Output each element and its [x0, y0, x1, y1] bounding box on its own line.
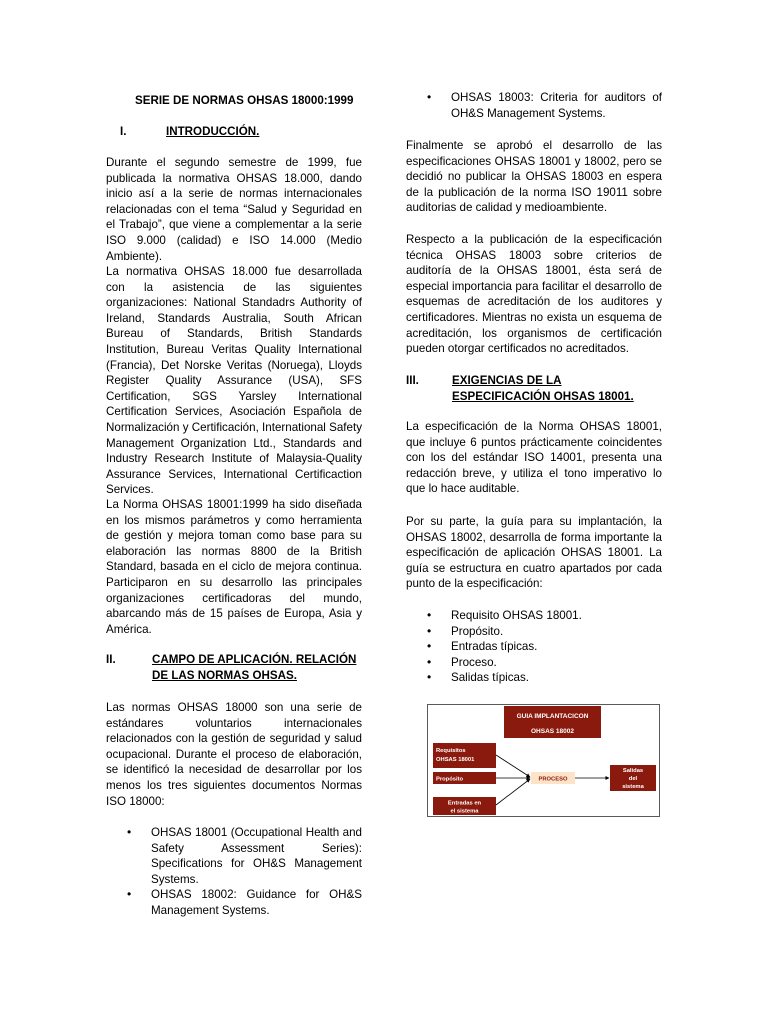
guide-sections-list [426, 608, 662, 686]
documents-list-continued [426, 90, 662, 121]
section-title: INTRODUCCIÓN. [166, 125, 260, 138]
document-title: SERIE DE NORMAS OHSAS 18000:1999 [135, 94, 354, 107]
diagram-canvas [428, 705, 659, 816]
list-item: • Salidas típicas. [426, 670, 662, 686]
list-item: • Entradas típicas. [426, 639, 662, 655]
input-requisitos-line2: OHSAS 18001 [436, 757, 475, 763]
section-heading-campo [106, 652, 362, 683]
list-item: • OHSAS 18001 (Occupational Health and Safety Assessment Series): Specifications for OH&S Management Systems. [126, 825, 362, 887]
paragraph-normas-ohsas: Las normas OHSAS 18000 son una serie de estándares voluntarios internacionales relacionados con la gestión de seguridad y salud ocupacional. Durante el proceso de elaboración, se identificó la necesidad de desarrollar por los menos los tres siguientes documentos Normas ISO 18000: [106, 701, 362, 808]
paragraph-guia: Por su parte, la guía para su implantación, la OHSAS 18002, desarrolla de forma importante la especificación de aplicación OHSAS 18001. La guía se estructura en cuatro apartados por cada punto de la especificación: [406, 515, 662, 591]
section-number: II. [106, 653, 116, 666]
paragraph-organizations: La normativa OHSAS 18.000 fue desarrollada con la asistencia de las siguientes organizaciones: National Standadrs Authority of Ireland, Standards Australia, South African Bureau of Standards, British Standards Institution, Bureau Veritas Quality International (Francia), Det Norske Veritas (Noruega), Lloyds Register Quality Assurance (USA), SFS Certification, SGS Yarsley International Certification Services, Asociación Española de Normalización y Certificación, International Safety Management Organization Ltd., Standards and Industry Research Institute of Malaysia-Quality Assurance Services, International Certificaction Services. [106, 265, 362, 497]
section-number: III. [406, 374, 419, 387]
process-label: PROCESO [538, 776, 568, 783]
input-proposito-label: Propósito [436, 776, 464, 783]
list-item: • Propósito. [426, 624, 662, 640]
input-requisitos-line1: Requisitos [436, 748, 466, 754]
paragraph-norma-18001: La Norma OHSAS 18001:1999 ha sido diseñada en los mismos parámetros y como herramienta de gestión y mejora toman como base para su elaboración las normas 8800 de la British Standard, basada en el ciclo de mejora continua. Participaron en su desarrollo las principales organizaciones certificadoras del mundo, abarcando más de 15 países de Europa, Asia y América. [106, 498, 362, 636]
documents-list [126, 825, 362, 919]
arrow-requisitos-to-proceso [496, 755, 530, 777]
input-entradas-line1: Entradas en [447, 800, 482, 807]
paragraph-especificacion: La especificación de la Norma OHSAS 18001, que incluye 6 puntos prácticamente coincidentes con los del estándar ISO 14001, presenta una redacción breve, y utiliza el tono imperativo lo que lo hace auditable. [406, 420, 662, 496]
guide-diagram [427, 704, 660, 817]
list-item: • OHSAS 18003: Criteria for auditors of OH&S Management Systems. [426, 90, 662, 121]
section-heading-introduccion [120, 124, 259, 140]
paragraph-respecto: Respecto a la publicación de la especificación técnica OHSAS 18003 sobre criterios de auditoría de la OHSAS 18001, ésta será de especial importancia para facilitar el desarrollo de esquemas de acreditación de los auditores y certificadores. Mientras no exista un esquema de acreditación, los organismos de certificación pueden otorgar certificados no acreditados. [406, 233, 662, 356]
input-entradas-line2: el sistema [450, 808, 479, 815]
output-line2: del [628, 776, 638, 782]
section-heading-exigencias [406, 373, 662, 404]
paragraph-finalmente: Finalmente se aprobó el desarrollo de las especificaciones OHSAS 18001 y 18002, pero se decidió no publicar la OHSAS 18003 en espera de la publicación de la norma ISO 19011 sobre auditorias de calidad y medioambiente. [406, 139, 662, 215]
arrow-entradas-to-proceso [496, 779, 530, 805]
section-title: CAMPO DE APLICACIÓN. RELACIÓN DE LAS NORMAS OHSAS. [152, 653, 357, 682]
input-box-requisitos [433, 743, 496, 768]
list-item: • OHSAS 18002: Guidance for OH&S Management Systems. [126, 887, 362, 918]
diagram-header-line2: OHSAS 18002 [531, 728, 574, 735]
output-line3: sistema [622, 784, 644, 790]
output-line1: Salidas [622, 768, 644, 774]
section-title: EXIGENCIAS DE LA ESPECIFICACIÓN OHSAS 18001. [452, 374, 634, 403]
list-item: • Requisito OHSAS 18001. [426, 608, 662, 624]
section-number: I. [120, 125, 127, 138]
list-item: • Proceso. [426, 655, 662, 671]
paragraph-intro: Durante el segundo semestre de 1999, fue publicada la normativa OHSAS 18.000, dando inicio así a la serie de normas internacionales relacionadas con el tema “Salud y Seguridad en el Trabajo”, que viene a complementar a la serie ISO 9.000 (calidad) e ISO 14.000 (Medio Ambiente). [106, 156, 362, 263]
diagram-header-line1: GUIA IMPLANTACICON [516, 713, 589, 720]
